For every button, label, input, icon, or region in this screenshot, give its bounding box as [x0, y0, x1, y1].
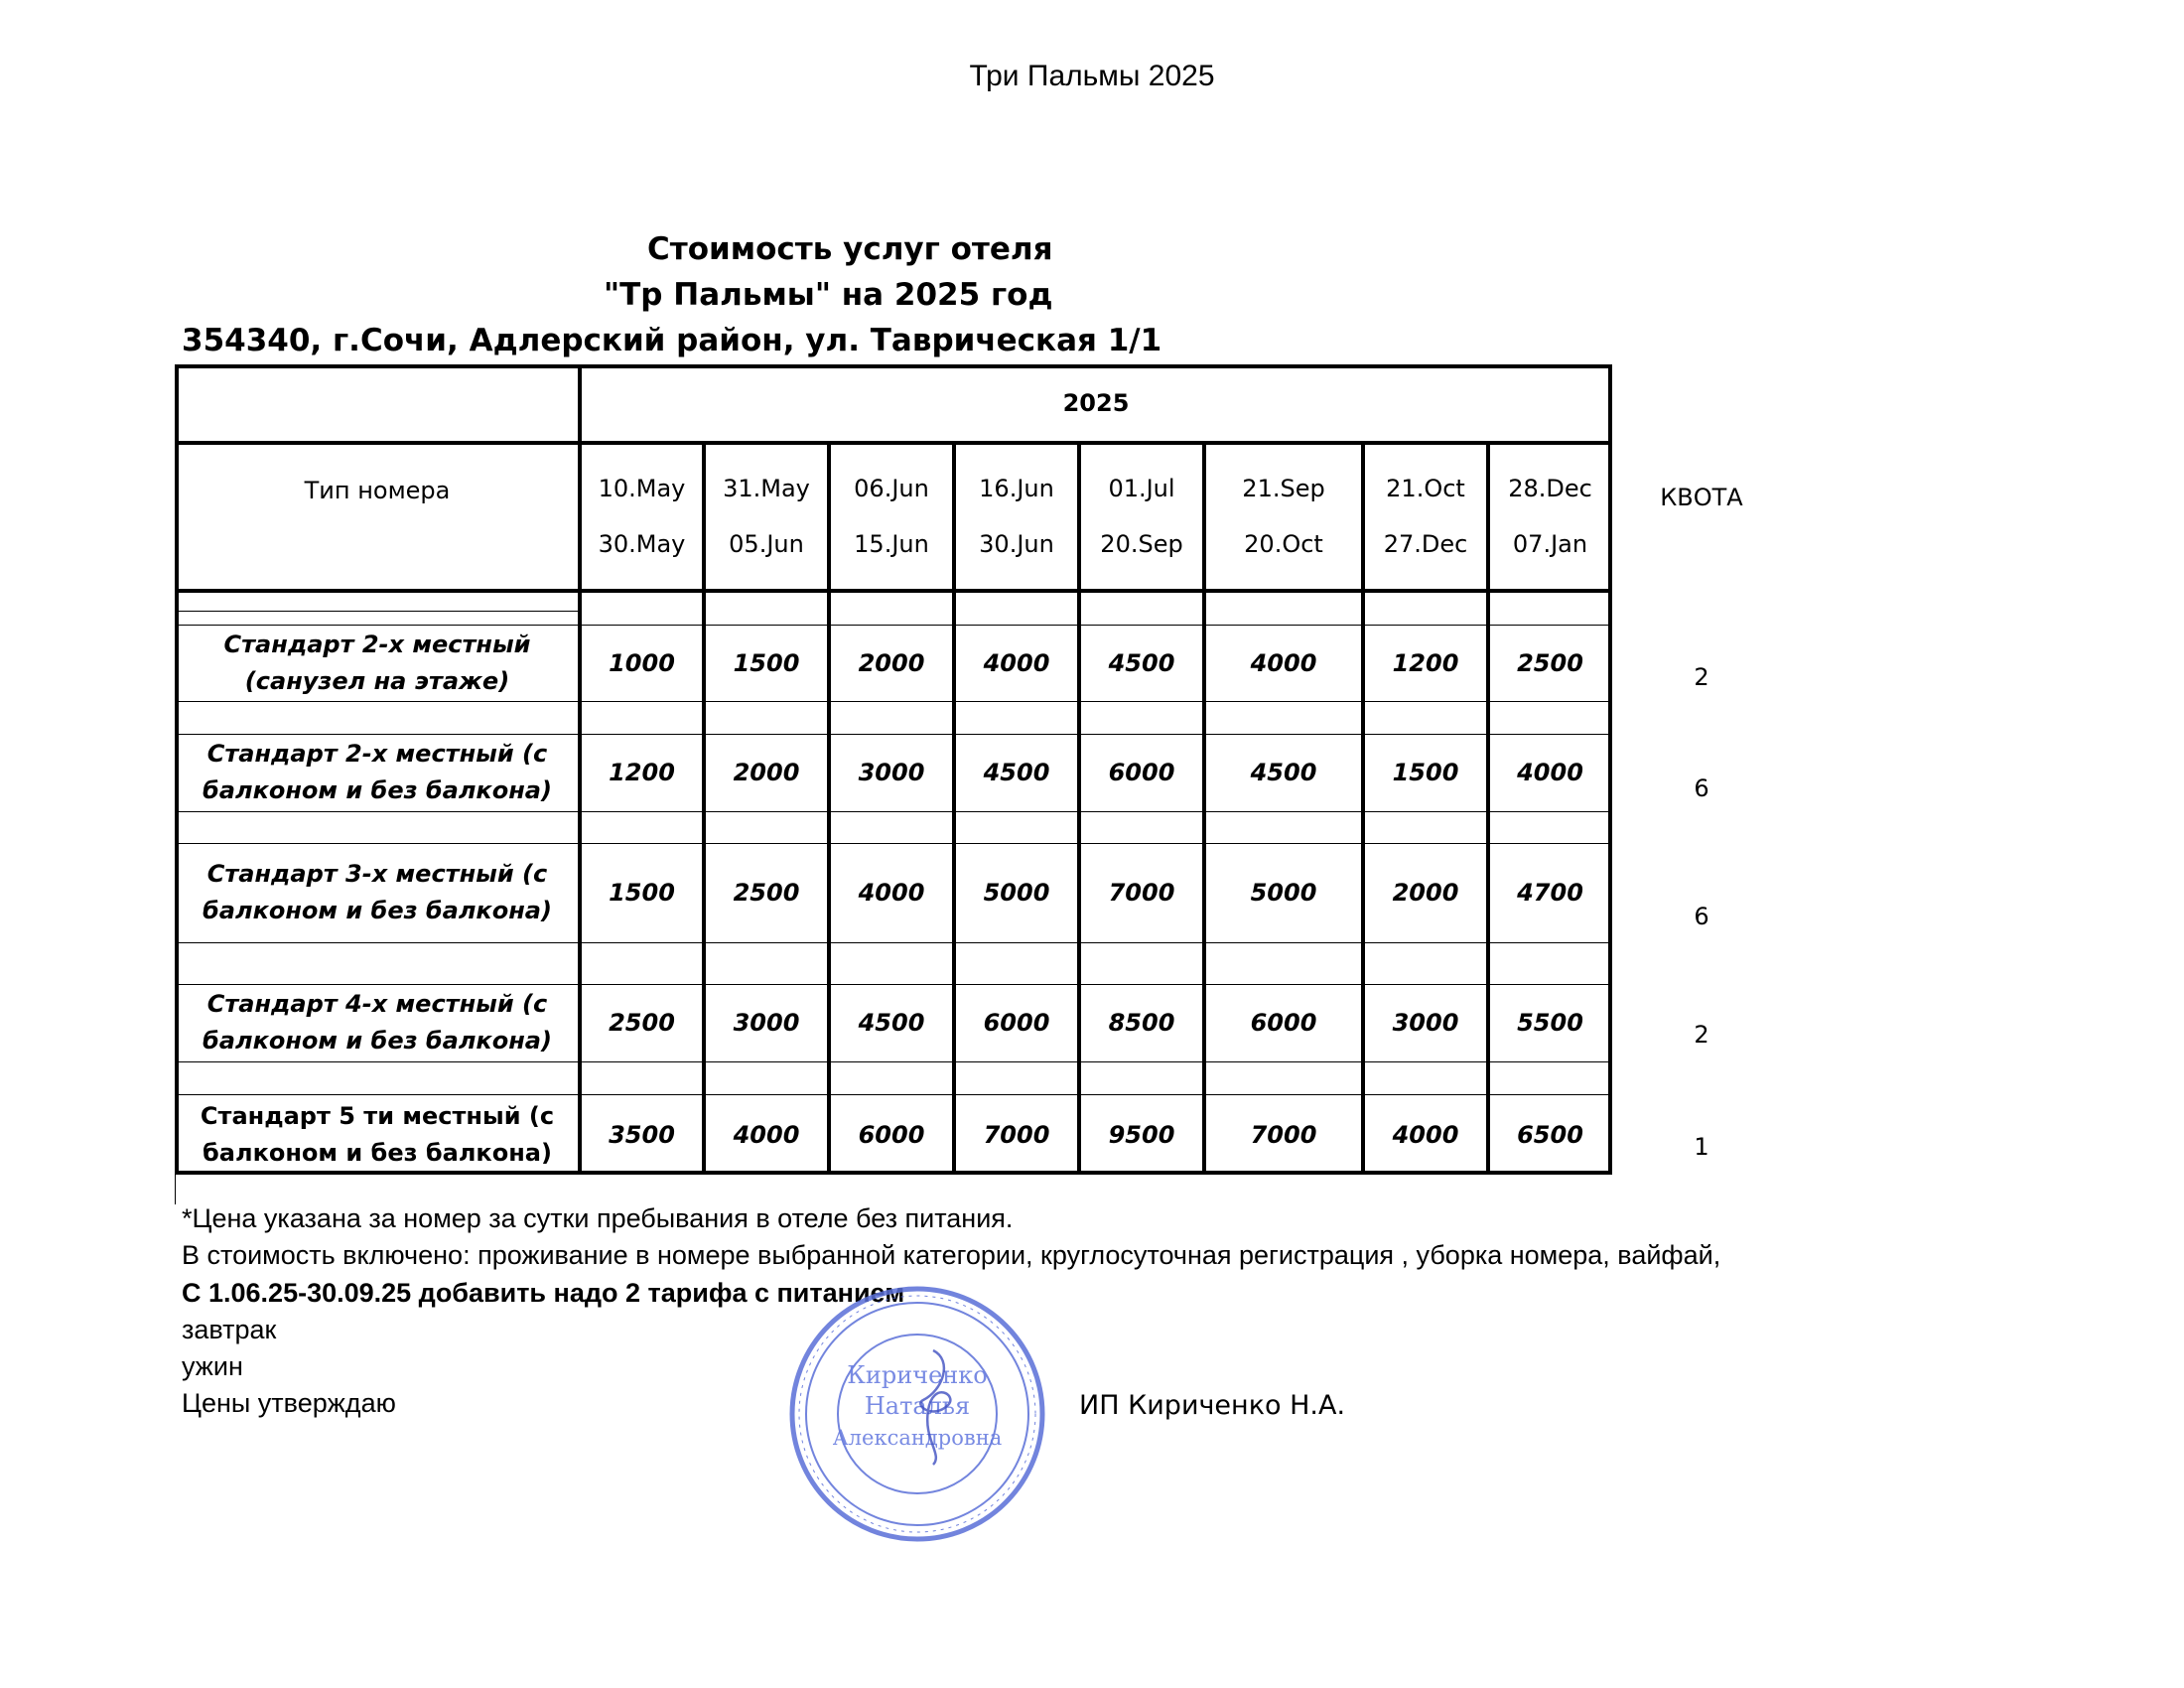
price-cell: 4500	[983, 759, 1050, 786]
grid-line	[175, 589, 1612, 593]
price-cell: 1200	[609, 759, 675, 786]
price-table	[175, 364, 1612, 1165]
room-type-name: Стандарт 4-х местный (с балконом и без балкона)	[203, 990, 552, 1055]
price-cell: 4000	[1250, 648, 1317, 677]
price-cell: 4000	[858, 879, 925, 907]
document-title: Стоимость услуг отеля	[647, 231, 1053, 267]
grid-line	[175, 364, 1612, 368]
quota-value: 6	[1694, 903, 1709, 930]
price-cell: 4000	[983, 648, 1050, 677]
price-cell: 7000	[1108, 879, 1175, 907]
price-cell: 5500	[1517, 1009, 1583, 1037]
included-note: В стоимость включено: проживание в номере выбранной категории, круглосуточная регистрация , уборка номера, вайфай,	[182, 1240, 1721, 1270]
grid-line	[175, 1171, 1612, 1175]
grid-line	[1202, 441, 1206, 1175]
grid-line	[827, 441, 831, 1175]
price-cell: 2000	[1392, 879, 1459, 907]
price-cell: 8500	[1108, 1009, 1175, 1037]
grid-line	[175, 625, 1612, 626]
period-header: 31.May 05.Jun	[723, 475, 810, 558]
breakfast-label: завтрак	[182, 1315, 277, 1344]
period-header: 06.Jun 15.Jun	[854, 475, 929, 558]
grid-line	[175, 1061, 1612, 1062]
signer-name: ИП Кириченко Н.А.	[1079, 1390, 1346, 1421]
price-cell: 4500	[1250, 759, 1317, 786]
price-cell: 2500	[1517, 648, 1583, 677]
year-header: 2025	[1062, 388, 1130, 417]
grid-line	[175, 701, 1612, 702]
period-header: 10.May 30.May	[598, 475, 686, 558]
stamp-line: Александровна	[832, 1426, 1003, 1450]
price-cell: 6000	[1108, 759, 1175, 786]
price-cell: 2000	[858, 648, 925, 677]
price-cell: 5000	[1250, 879, 1317, 907]
quota-value: 2	[1694, 1021, 1709, 1049]
quota-value: 2	[1694, 663, 1709, 691]
approval-label: Цены утверждаю	[182, 1388, 396, 1418]
price-cell: 1500	[609, 879, 675, 907]
document-subtitle: "Тр Пальмы" на 2025 год	[604, 277, 1053, 313]
period-header: 21.Sep 20.Oct	[1242, 475, 1325, 558]
price-cell: 1500	[733, 648, 800, 677]
grid-line	[175, 1175, 176, 1204]
grid-line	[702, 441, 706, 1175]
price-cell: 7000	[983, 1120, 1050, 1149]
price-cell: 6500	[1517, 1120, 1583, 1149]
grid-line	[175, 611, 580, 612]
room-type-name: Стандарт 3-х местный (с балконом и без балкона)	[203, 860, 552, 924]
grid-line	[1486, 441, 1490, 1175]
grid-line	[1608, 364, 1612, 1175]
room-type-header: Тип номера	[304, 477, 451, 504]
grid-line	[175, 843, 1612, 844]
price-cell: 4500	[858, 1009, 925, 1037]
hotel-address: 354340, г.Сочи, Адлерский район, ул. Таврическая 1/1	[182, 323, 1162, 358]
period-header: 28.Dec 07.Jan	[1508, 475, 1592, 558]
price-cell: 2000	[733, 759, 800, 786]
stamp-line: Наталья	[864, 1392, 971, 1420]
price-cell: 2500	[733, 879, 800, 907]
room-type-name: Стандарт 2-х местный (санузел на этаже)	[223, 630, 531, 695]
grid-line	[175, 1094, 1612, 1095]
period-header: 01.Jul 20.Sep	[1100, 475, 1183, 558]
grid-line	[175, 734, 1612, 735]
grid-line	[175, 811, 1612, 812]
price-cell: 9500	[1108, 1120, 1175, 1149]
price-cell: 3000	[733, 1009, 800, 1037]
price-cell: 7000	[1250, 1120, 1317, 1149]
price-cell: 3000	[1392, 1009, 1459, 1037]
grid-line	[952, 441, 956, 1175]
price-cell: 3500	[609, 1120, 675, 1149]
price-cell: 3000	[858, 759, 925, 786]
price-cell: 1200	[1392, 648, 1459, 677]
price-cell: 4000	[1517, 759, 1583, 786]
grid-line	[1361, 441, 1365, 1175]
dinner-label: ужин	[182, 1351, 243, 1381]
grid-line	[1077, 441, 1081, 1175]
grid-line	[175, 364, 179, 1175]
price-cell: 4000	[1392, 1120, 1459, 1149]
period-header: 16.Jun 30.Jun	[979, 475, 1054, 558]
document-header: Три Пальмы 2025	[969, 60, 1215, 92]
price-cell: 4500	[1108, 648, 1175, 677]
price-cell: 6000	[858, 1120, 925, 1149]
stamp-line: Кириченко	[847, 1361, 988, 1389]
quota-header: КВОТА	[1660, 484, 1743, 511]
room-type-name: Стандарт 5 ти местный (с балконом и без балкона)	[200, 1101, 555, 1167]
grid-line	[175, 441, 1612, 445]
price-cell: 2500	[609, 1009, 675, 1037]
price-cell: 4700	[1517, 879, 1583, 907]
price-cell: 1000	[609, 648, 675, 677]
grid-line	[578, 364, 582, 1175]
price-cell: 1500	[1392, 759, 1459, 786]
quota-value: 6	[1694, 774, 1709, 802]
price-note: *Цена указана за номер за сутки пребывания в отеле без питания.	[182, 1203, 1014, 1233]
price-cell: 6000	[983, 1009, 1050, 1037]
company-stamp	[784, 1281, 1050, 1547]
period-header: 21.Oct 27.Dec	[1383, 475, 1468, 558]
price-cell: 6000	[1250, 1009, 1317, 1037]
price-cell: 4000	[733, 1120, 800, 1149]
grid-line	[175, 984, 1612, 985]
price-cell: 5000	[983, 879, 1050, 907]
quota-value: 1	[1694, 1133, 1709, 1161]
grid-line	[175, 942, 1612, 943]
room-type-name: Стандарт 2-х местный (с балконом и без балкона)	[203, 740, 552, 804]
meal-tariff-note: С 1.06.25-30.09.25 добавить надо 2 тарифа с питанием	[182, 1278, 905, 1308]
